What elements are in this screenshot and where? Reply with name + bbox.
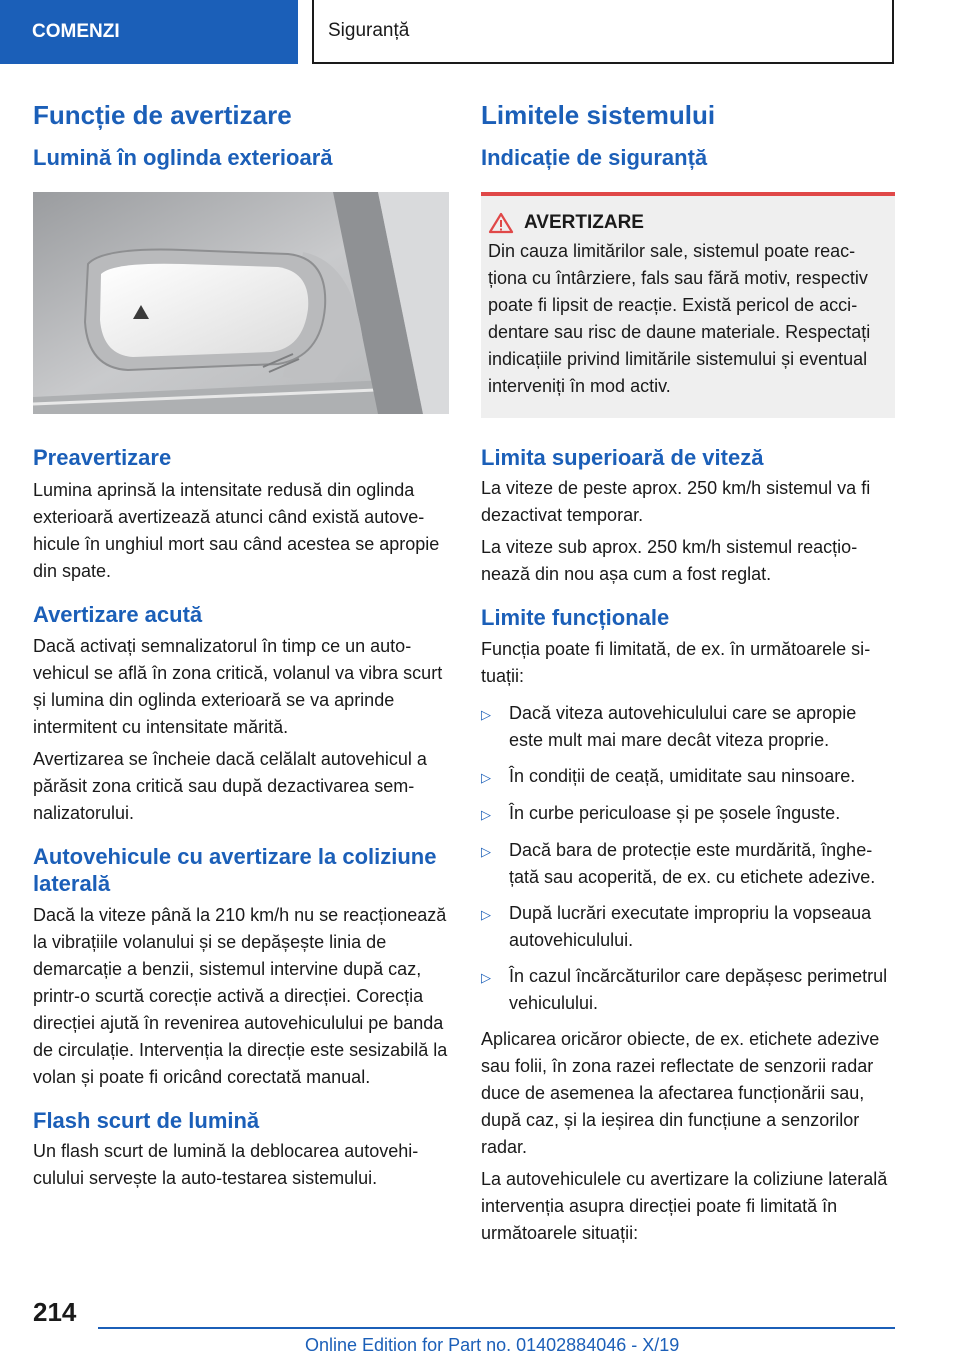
flash-heading: Flash scurt de lumină bbox=[33, 1107, 260, 1133]
section-title: Funcție de avertizare bbox=[33, 100, 292, 130]
preavertizare-text: Lumina aprinsă la intensitate redusă din oglinda exterioară avertizează atunci când există autovehicule în unghiul mort sau când acestea se apropie din spate. bbox=[33, 480, 440, 582]
triangle-bullet-icon: ▷ bbox=[481, 969, 491, 985]
right-column bbox=[481, 100, 895, 1247]
speed-text-2: La viteze sub aprox. 250 km/h sistemul reacționează din nou așa cum a fost reglat. bbox=[481, 537, 858, 585]
section-subtitle: Lumină în oglinda exterioară bbox=[33, 145, 333, 171]
speed-heading: Limita superioară de viteză bbox=[481, 444, 764, 470]
left-column bbox=[33, 100, 449, 1192]
footer-divider bbox=[98, 1327, 895, 1329]
limits-title: Limitele sistemului bbox=[481, 100, 716, 130]
triangle-bullet-icon: ▷ bbox=[481, 906, 491, 922]
triangle-bullet-icon: ▷ bbox=[481, 706, 491, 722]
radar-paragraph: Aplicarea oricăror obiecte, de ex. etichete adezive sau folii, în zona razei reflectate de senzorii radar duce de asemenea la afectarea funcționării sau, după caz, și la ieșirea din funcțiune a senzorilor radar. bbox=[481, 1028, 880, 1157]
list-item: ▷ În cazul încărcăturilor care depășesc perimetrul vehiculului. bbox=[481, 963, 895, 1017]
mirror-illustration bbox=[33, 192, 449, 414]
list-item: ▷ În condiții de ceață, umiditate sau ninsoare. bbox=[481, 763, 895, 791]
warning-box bbox=[481, 192, 895, 418]
warning-triangle-icon bbox=[488, 212, 514, 234]
warning-header bbox=[488, 212, 887, 234]
list-item: ▷ În curbe periculoase și pe șosele înguste. bbox=[481, 800, 895, 828]
preavertizare-heading: Preavertizare bbox=[33, 444, 172, 470]
triangle-bullet-icon: ▷ bbox=[481, 806, 491, 822]
triangle-bullet-icon: ▷ bbox=[481, 843, 491, 859]
acute-text-1: Dacă activați semnalizatorul în timp ce un autovehicul se află în zona critică, volanul va vibra scurt și lumina din oglinda exterioară se va aprinde intermitent cu intensitate mărită. bbox=[33, 635, 443, 737]
acute-text-2: Avertizarea se încheie dacă celălalt autovehicul a părăsit zona critică sau după dezactivarea semnalizatorului. bbox=[33, 748, 427, 823]
safety-subtitle: Indicație de siguranță bbox=[481, 145, 708, 171]
chapter-tab[interactable] bbox=[0, 0, 298, 64]
lateral-heading: Autovehicule cu avertizare la coliziune laterală bbox=[33, 843, 437, 897]
lateral-text: Dacă la viteze până la 210 km/h nu se reacționează la vibrațiile volanului și se depășește linia de demarcație a benzii, sistemul intervine după caz, printr-o scurtă corecție activă a direcției. Corecția direcției ajută în revenirea autovehiculului pe banda de circulație. Intervenția la direcție este sesizabilă la volan și poate fi oricând corectată manual. bbox=[33, 904, 448, 1087]
list-item: ▷ Dacă bara de protecție este murdărită, înghețată sau acoperită, de ex. cu etichete adezive. bbox=[481, 837, 895, 891]
chapter-label: COMENZI bbox=[32, 21, 120, 42]
section-label: Siguranță bbox=[328, 20, 410, 41]
section-tab[interactable] bbox=[312, 0, 894, 64]
page-number: 214 bbox=[33, 1297, 77, 1327]
limits-list bbox=[481, 700, 895, 1017]
speed-text-1: La viteze de peste aprox. 250 km/h sistemul va fi dezactivat temporar. bbox=[481, 478, 871, 526]
acute-heading: Avertizare acută bbox=[33, 602, 203, 628]
lateral-limit-paragraph: La autovehiculele cu avertizare la coliziune laterală intervenția asupra direcției poate fi limitată în următoarele situații: bbox=[481, 1168, 888, 1243]
warning-text: Din cauza limitărilor sale, sistemul poate reacționa cu întârziere, fals sau fără motiv, respectiv poate fi lipsit de reacție. Există pericol de accidentare sau risc de daune materiale. Respectați indicațiile privind limitările sistemului și eventual interveniți în mod activ. bbox=[488, 240, 871, 396]
warning-title: AVERTIZARE bbox=[524, 211, 644, 233]
triangle-bullet-icon: ▷ bbox=[481, 769, 491, 785]
list-item: ▷ După lucrări executate impropriu la vopseaua autovehiculului. bbox=[481, 900, 895, 954]
footer-edition: Online Edition for Part no. 01402884046 - X/19 bbox=[305, 1335, 680, 1355]
functional-limits-intro: Funcția poate fi limitată, de ex. în următoarele situații: bbox=[481, 638, 871, 686]
functional-limits-heading: Limite funcționale bbox=[481, 605, 670, 631]
flash-text: Un flash scurt de lumină la deblocarea autovehiculului servește la auto-testarea sistemului. bbox=[33, 1141, 419, 1189]
list-item: ▷ Dacă viteza autovehiculului care se apropie este mult mai mare decât viteza proprie. bbox=[481, 700, 895, 754]
